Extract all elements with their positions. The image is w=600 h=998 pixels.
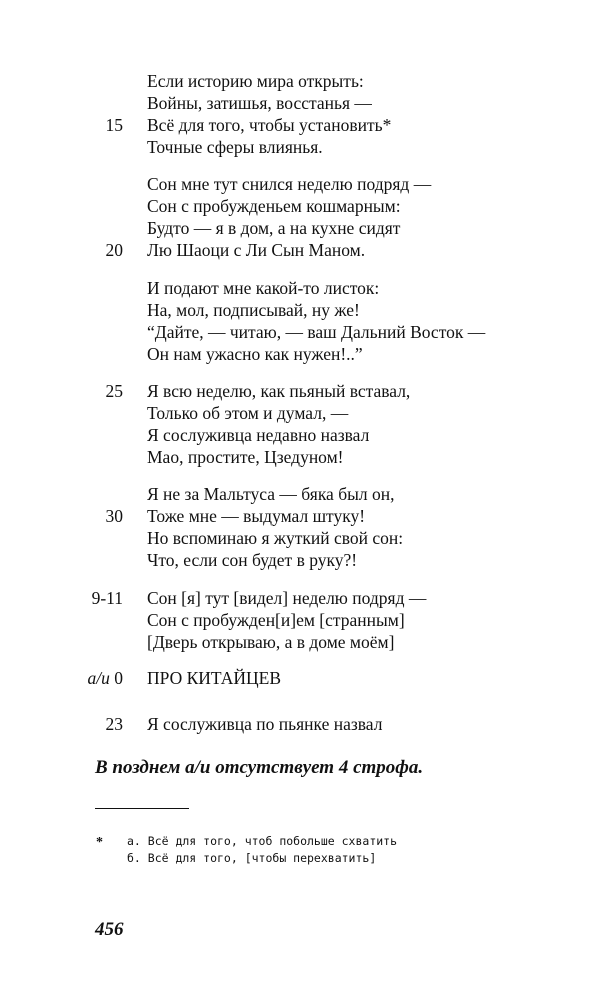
variant-source-label: а/и: [87, 668, 110, 688]
variant-line: [0, 609, 600, 631]
footnote-line: б. Всё для того, [чтобы перехватить]: [127, 851, 377, 865]
variant-line: [0, 631, 600, 653]
poem-line: [0, 446, 600, 468]
poem-line-text: Тоже мне — выдумал штуку!: [147, 506, 366, 526]
variant-line: [0, 667, 600, 689]
variant-text: Сон с пробужден[и]ем [странным]: [147, 610, 405, 630]
line-number: 25: [105, 381, 123, 401]
poem-line-text: Мао, простите, Цзедуном!: [147, 447, 344, 467]
footnote-divider: [95, 808, 189, 809]
variant-text: Сон [я] тут [видел] неделю подряд —: [147, 588, 427, 608]
page-number: 456: [95, 919, 124, 940]
editorial-note: В позднем а/и отсутствует 4 строфа.: [95, 757, 424, 778]
poem-line: [0, 277, 600, 299]
poem-line-text: Я сослуживца недавно назвал: [147, 425, 370, 445]
poem-line-text: И подают мне какой-то листок:: [147, 278, 380, 298]
poem-line-text: На, мол, подписывай, ну же!: [147, 300, 360, 320]
poem-line-text: Если историю мира открыть:: [147, 71, 364, 91]
poem-line: [0, 549, 600, 571]
poem-line-text: Будто — я в дом, а на кухне сидят: [147, 218, 401, 238]
poem-line-text: Только об этом и думал, —: [147, 403, 349, 423]
poem-line: [0, 505, 600, 527]
line-number: 30: [105, 506, 123, 526]
poem-line: [0, 527, 600, 549]
footnote-marker: *: [96, 835, 103, 850]
variant-line-ref: 0: [114, 668, 123, 688]
poem-line: [0, 424, 600, 446]
poem-line: [0, 136, 600, 158]
poem-line: [0, 195, 600, 217]
poem-line-text: Но вспоминаю я жуткий свой сон:: [147, 528, 404, 548]
variant-title-text: ПРО КИТАЙЦЕВ: [147, 668, 282, 688]
variant-line: [0, 713, 600, 735]
variant-text: [Дверь открываю, а в доме моём]: [147, 632, 395, 652]
variant-ref: 23: [105, 714, 123, 734]
variant-ref: [88, 667, 124, 689]
poem-line-text: Войны, затишья, восстанья —: [147, 93, 372, 113]
poem-line-text: Всё для того, чтобы установить*: [147, 115, 392, 135]
poem-line: [0, 217, 600, 239]
poem-line-text: “Дайте, — читаю, — ваш Дальний Восток —: [147, 322, 486, 342]
poem-line: [0, 239, 600, 261]
line-number: 20: [105, 240, 123, 260]
variant-text: Я сослуживца по пьянке назвал: [147, 714, 383, 734]
poem-line-text: Лю Шаоци с Ли Сын Маном.: [147, 240, 366, 260]
poem-line: [0, 173, 600, 195]
poem-line: [0, 402, 600, 424]
poem-line: [0, 70, 600, 92]
poem-line: [0, 114, 600, 136]
poem-line: [0, 299, 600, 321]
poem-line-text: Сон с пробужденьем кошмарным:: [147, 196, 401, 216]
poem-line: [0, 343, 600, 365]
poem-line: [0, 321, 600, 343]
poem-line-text: Я всю неделю, как пьяный вставал,: [147, 381, 411, 401]
variant-ref: 9-11: [91, 588, 123, 608]
poem-line-text: Он нам ужасно как нужен!..”: [147, 344, 363, 364]
poem-line-text: Что, если сон будет в руку?!: [147, 550, 358, 570]
poem-line-text: Точные сферы влиянья.: [147, 137, 323, 157]
poem-line-text: Сон мне тут снился неделю подряд —: [147, 174, 432, 194]
footnote-line: а. Всё для того, чтоб побольше схватить: [127, 834, 398, 848]
poem-line: [0, 380, 600, 402]
poem-line: [0, 483, 600, 505]
variant-line: [0, 587, 600, 609]
line-number: 15: [105, 115, 123, 135]
poem-line-text: Я не за Мальтуса — бяка был он,: [147, 484, 395, 504]
poem-line: [0, 92, 600, 114]
